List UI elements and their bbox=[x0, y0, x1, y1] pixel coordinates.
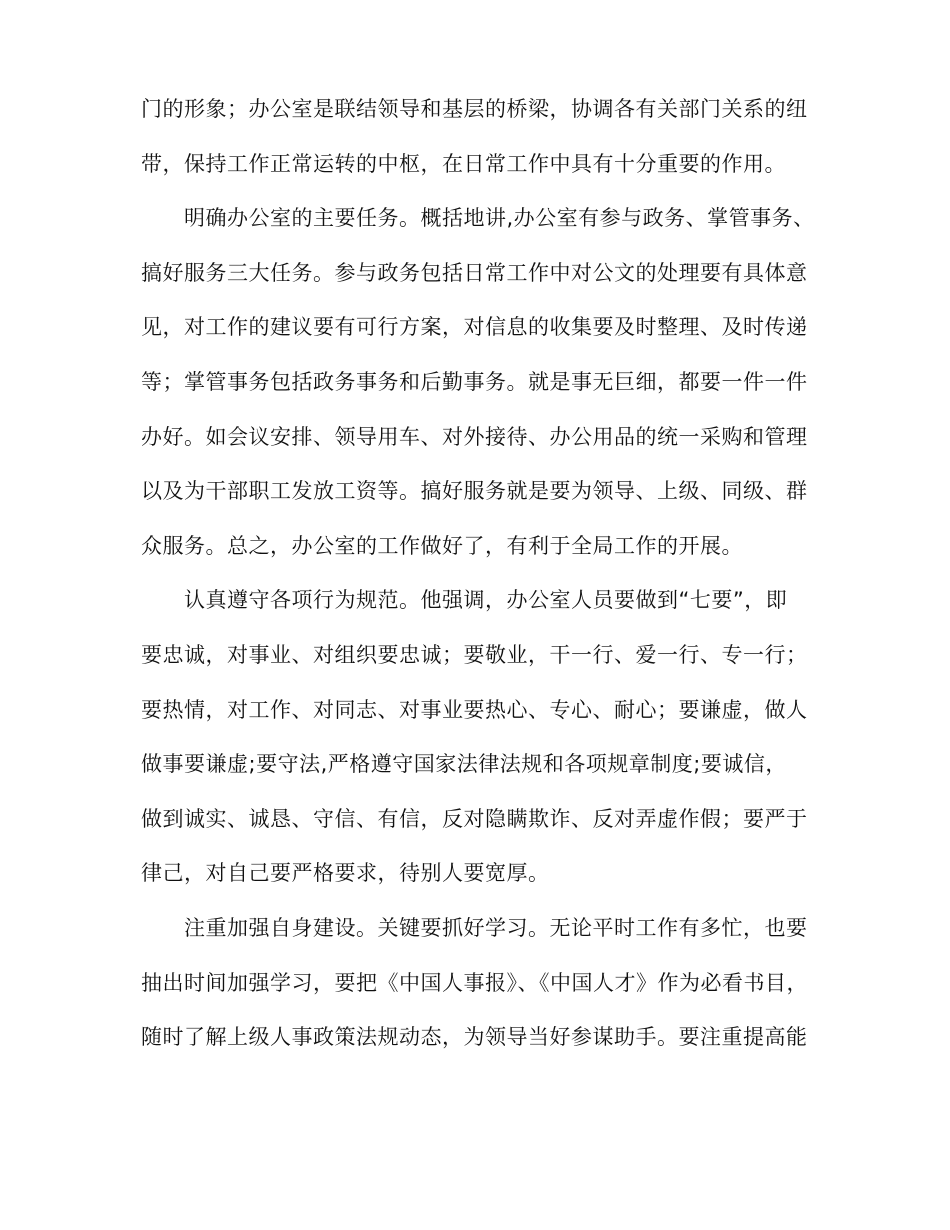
text-line: 等；掌管事务包括政务事务和后勤事务。就是事无巨细，都要一件一件 bbox=[141, 369, 808, 394]
text-line: 带，保持工作正常运转的中枢，在日常工作中具有十分重要的作用。 bbox=[141, 151, 786, 176]
text-line: 办好。如会议安排、领导用车、对外接待、办公用品的统一采购和管理 bbox=[141, 424, 808, 449]
text-line: 众服务。总之，办公室的工作做好了，有利于全局工作的开展。 bbox=[141, 533, 743, 558]
text-line: 做事要谦虚;要守法,严格遵守国家法律法规和各项规章制度;要诚信， bbox=[141, 752, 787, 777]
text-line: 律己，对自己要严格要求，待别人要宽厚。 bbox=[141, 861, 550, 886]
text-line: 要热情，对工作、对同志、对事业要热心、专心、耐心；要谦虚，做人 bbox=[141, 697, 808, 722]
text-line: 门的形象；办公室是联结领导和基层的桥梁，协调各有关部门关系的纽 bbox=[141, 97, 808, 121]
text-line: 认真遵守各项行为规范。他强调，办公室人员要做到“七要”，即 bbox=[184, 588, 788, 613]
text-line: 要忠诚，对事业、对组织要忠诚；要敬业，干一行、爱一行、专一行； bbox=[141, 642, 808, 667]
paragraph bbox=[141, 901, 821, 1065]
document-body bbox=[141, 82, 821, 1065]
paragraph bbox=[141, 82, 821, 191]
text-line: 随时了解上级人事政策法规动态，为领导当好参谋助手。要注重提高能 bbox=[141, 1025, 808, 1050]
text-line: 抽出时间加强学习，要把《中国人事报》、《中国人才》作为必看书目， bbox=[141, 970, 808, 995]
text-line: 见，对工作的建议要有可行方案，对信息的收集要及时整理、及时传递 bbox=[141, 315, 808, 340]
paragraph bbox=[141, 191, 821, 573]
text-line: 以及为干部职工发放工资等。搞好服务就是要为领导、上级、同级、群 bbox=[141, 479, 808, 504]
text-line: 搞好服务三大任务。参与政务包括日常工作中对公文的处理要有具体意 bbox=[141, 260, 808, 285]
paragraph bbox=[141, 573, 821, 901]
text-line: 做到诚实、诚恳、守信、有信，反对隐瞒欺诈、反对弄虚作假；要严于 bbox=[141, 806, 808, 831]
text-line: 明确办公室的主要任务。概括地讲,办公室有参与政务、掌管事务、 bbox=[184, 206, 815, 231]
text-line: 注重加强自身建设。关键要抓好学习。无论平时工作有多忙，也要 bbox=[184, 915, 808, 940]
